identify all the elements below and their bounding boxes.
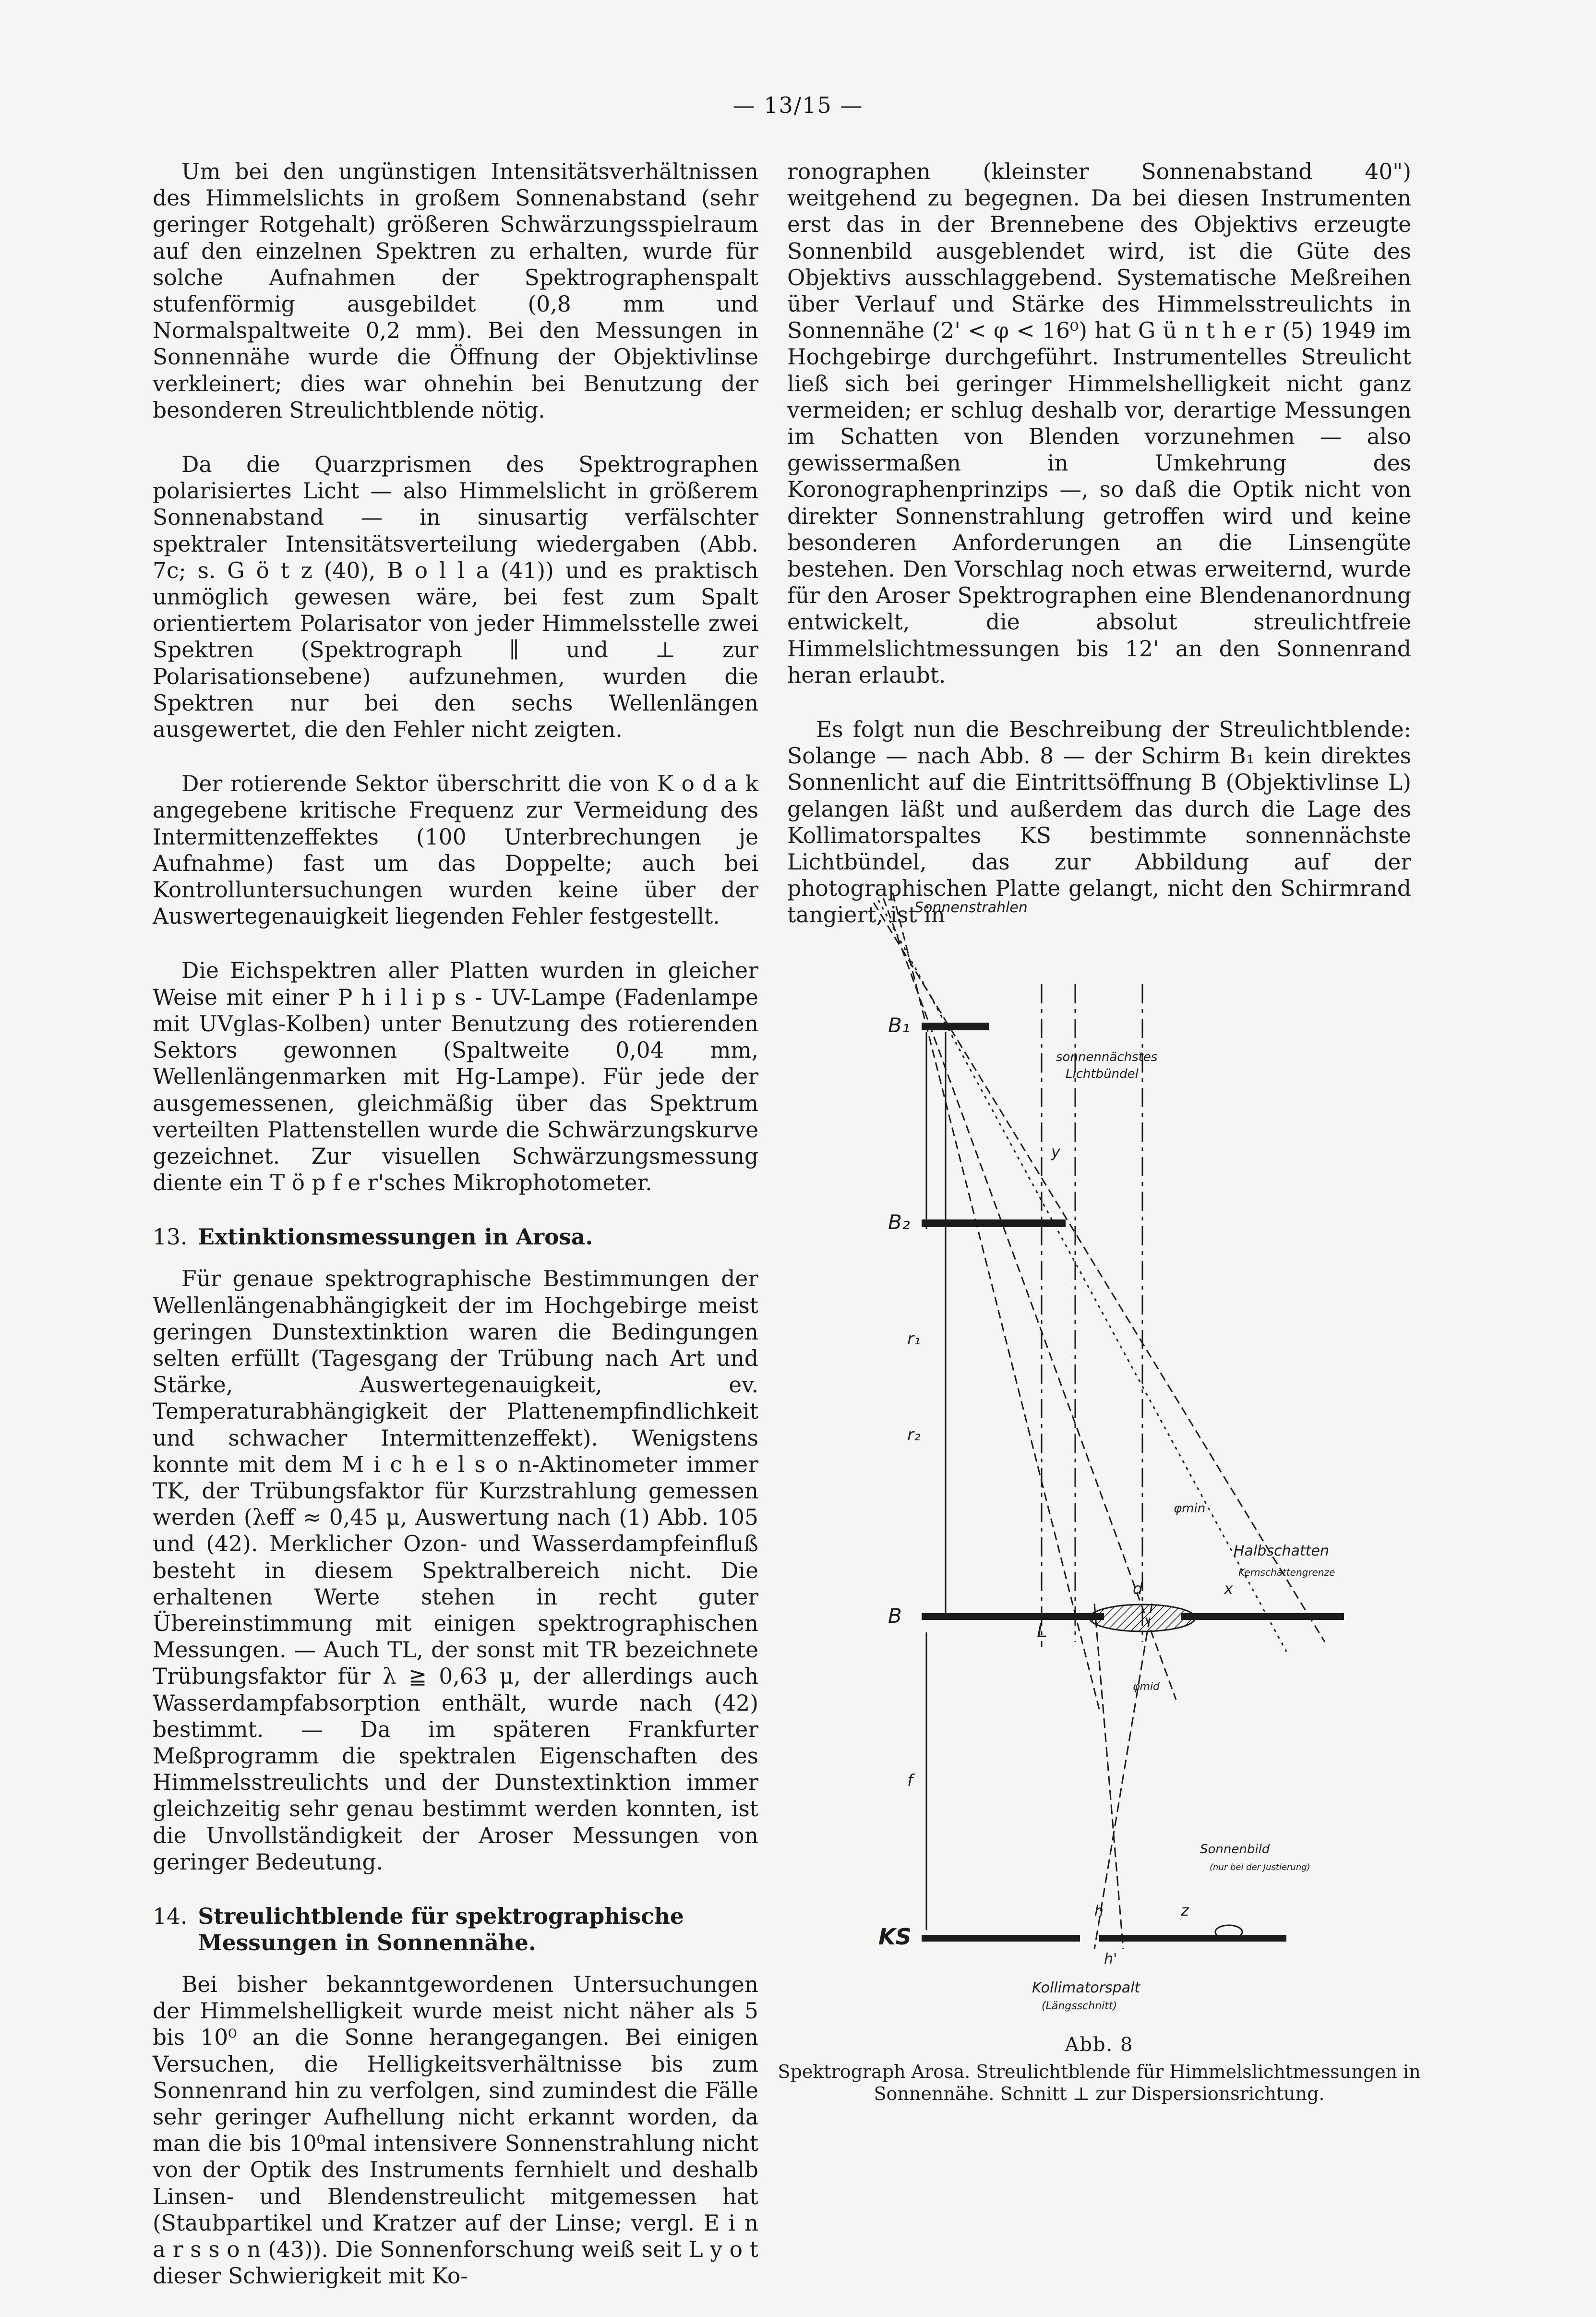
label-b1: B₁ xyxy=(888,1014,910,1037)
label-b2: B₂ xyxy=(888,1210,910,1234)
section-number: 14. xyxy=(153,1903,188,1929)
paragraph: Für genaue spektrographische Bestimmungen der Wellenlängenabhängigkeit der im Hochgebirge meist geringen Dunstextinktion waren die Bedingungen selten erfüllt (Tagesgang der Trübung nach Art und Stärke, Auswertegenauigkeit, ev. Temperaturabhängigkeit der Plattenempfindlichkeit und schwacher Intermittenzeffekt). Wenigstens konnte mit dem M i c h e l s o n-Aktinometer immer TK, der Trübungsfaktor für Kurzstrahlung gemessen werden (λeff ≈ 0,45 μ, Auswertung nach (1) Abb. 105 und (42). Merklicher Ozon- und Wasserdampfeinfluß besteht in diesem Spektralbereich nicht. Die erhaltenen Werte stehen in recht guter Übereinstimmung mit einigen spektrographischen Messungen. — Auch TL, der sonst mit TR bezeichnete Trübungsfaktor für λ ≧ 0,63 μ, der allerdings auch Wasserdampfabsorption enthält, wurde nach (42) bestimmt. — Da im späteren Frankfurter Meßprogramm die spektralen Eigenschaften des Himmelsstreulichts und der Dunstextinktion immer gleichzeitig sehr genau bestimmt werden konnten, ist die Unvollständigkeit der Aroser Messungen von geringer Bedeutung. xyxy=(153,1266,758,1875)
paragraph: Da die Quarzprismen des Spektrographen polarisiertes Licht — also Himmelslicht in größerem Sonnenabstand — in sinusartig verfälschter spektraler Intensitätsverteilung wiedergaben (Abb. 7c; s. G ö t z (40), B o l l a (41)) und es praktisch unmöglich gewesen wäre, bei fest zum Spalt orientiertem Polarisator von jeder Himmelsstelle zwei Spektren (Spektrograph ∥ und ⊥ zur Polarisationsebene) aufzunehmen, wurden die Spektren nur bei den sechs Wellenlängen ausgewertet, die den Fehler nicht zeigten. xyxy=(153,452,758,743)
right-column xyxy=(787,158,1411,956)
label-halbschatten: Halbschatten xyxy=(1234,1543,1329,1559)
optics-diagram xyxy=(845,874,1373,2016)
label-y: y xyxy=(1051,1143,1060,1161)
section-heading-13 xyxy=(153,1224,758,1250)
label-l: L xyxy=(1037,1620,1048,1642)
paragraph: Um bei den ungünstigen Intensitätsverhältnissen des Himmelslichts in großem Sonnenabstand (sehr geringer Rotgehalt) größeren Schwärzungsspielraum auf den einzelnen Spektren zu erhalten, wurde für solche Aufnahmen der Spektrographenspalt stufenförmig ausgebildet (0,8 mm und Normalspaltweite 0,2 mm). Bei den Messungen in Sonnennähe wurde die Öffnung der Objektivlinse verkleinert; dies war ohnehin bei Benutzung der besonderen Streulichtblende nötig. xyxy=(153,159,758,423)
screen-b1 xyxy=(922,1023,989,1030)
left-column xyxy=(153,158,758,2317)
label-kollimatorspalt: Kollimatorspalt xyxy=(1032,1979,1140,1996)
sun-ray xyxy=(893,893,1099,1709)
figure-caption-label: Abb. 8 xyxy=(1065,2034,1134,2056)
screen-b-right xyxy=(1181,1613,1344,1620)
paragraph: Die Eichspektren aller Platten wurden in gleicher Weise mit einer P h i l i p s - UV-Lampe (Fadenlampe mit UVglas-Kolben) unter Benutzung des rotierenden Sektors gewonnen (Spaltweite 0,04 mm, Wellenlängenmarken mit Hg-Lampe). Für jede der ausgemessenen, gleichmäßig über das Spektrum verteilten Plattenstellen wurde die Schwärzungskurve gezeichnet. Zur visuellen Schwärzungsmessung diente ein T ö p f e r'sches Mikrophotometer. xyxy=(153,958,758,1196)
bundle-line xyxy=(1094,1604,1152,1949)
slit-plate-left xyxy=(922,1935,1080,1942)
label-ks: KS xyxy=(878,1924,912,1950)
lens-l xyxy=(1090,1605,1195,1631)
sun-ray xyxy=(874,903,1325,1642)
slit-plate-right xyxy=(1099,1935,1286,1942)
figure-abb-8 xyxy=(845,874,1373,2016)
paragraph: ronographen (kleinster Sonnenabstand 40") weitgehend zu begegnen. Da bei diesen Instrumenten erst das in der Brennebene des Objektivs erzeugte Sonnenbild ausgeblendet wird, ist die Güte des Objektivs ausschlaggebend. Systematische Meßreihen über Verlauf und Stärke des Himmelsstreulichts in Sonnennähe (2' < φ < 16⁰) hat G ü n t h e r (5) 1949 im Hochgebirge durchgeführt. Instrumentelles Streulicht ließ sich bei geringer Himmelshelligkeit nicht ganz vermeiden; er schlug deshalb vor, derartige Messungen im Schatten von Blenden vorzunehmen — also gewissermaßen in Umkehrung des Koronographenprinzips —, so daß die Optik nicht von direkter Sonnenstrahlung getroffen wird und keine besonderen Anforderungen an die Linsengüte bestehen. Den Vorschlag noch etwas erweiternd, wurde für den Aroser Spektrographen eine Blendenanordnung entwickelt, die absolut streulichtfreie Himmelslichtmessungen bis 12' an den Sonnenrand heran erlaubt. xyxy=(787,159,1411,688)
label-sonnenbild-note: (nur bei der Justierung) xyxy=(1210,1862,1310,1872)
paragraph: Bei bisher bekanntgewordenen Untersuchungen der Himmelshelligkeit wurde meist nicht näher als 5 bis 10⁰ an die Sonne herangegangen. Bei einigen Versuchen, die Helligkeitsverhältnisse bis zum Sonnenrand hin zu verfolgen, sind zumindest die Fälle sehr geringer Aufhellung nicht erkannt worden, da man die bis 10⁰mal intensivere Sonnenstrahlung nicht von der Optik des Instruments fernhielt und deshalb Linsen- und Blendenstreulicht mitgemessen hat (Staubpartikel und Kratzer auf der Linse; vergl. E i n a r s s o n (43)). Die Sonnenforschung weiß seit L y o t dieser Schwierigkeit mit Ko- xyxy=(153,1971,758,2289)
page-number: — 13/15 — xyxy=(732,92,864,118)
label-f: f xyxy=(907,1771,913,1790)
section-title: Streulichtblende für spektrographische Messungen in Sonnennähe. xyxy=(198,1903,684,1955)
screen-b-left xyxy=(922,1613,1104,1620)
paragraph: Es folgt nun die Beschreibung der Streulichtblende: Solange — nach Abb. 8 — der Schirm B₁ kein direktes Sonnenlicht auf die Eintrittsöffnung B (Objektivlinse L) gelangen läßt und außerdem das durch die Lage des Kollimatorspaltes KS bestimmte sonnennächste Lichtbündel, das zur Abbildung auf der photographischen Platte gelangt, nicht den Schirmrand tangiert, ist in xyxy=(787,717,1411,928)
bundle-line xyxy=(1094,1604,1123,1949)
section-title: Extinktionsmessungen in Arosa. xyxy=(198,1224,593,1250)
screen-b2 xyxy=(922,1219,1066,1227)
label-lichtbuendel: sonnennächstes xyxy=(1056,1050,1158,1064)
label-kernschatten: Kernschattengrenze xyxy=(1238,1567,1335,1578)
label-d: d xyxy=(1133,1580,1143,1598)
section-number: 13. xyxy=(153,1224,188,1250)
label-h: h xyxy=(1094,1903,1104,1919)
label-b: B xyxy=(888,1604,902,1628)
label-r2: r₂ xyxy=(907,1425,921,1445)
label-sonnenstrahlen: Sonnenstrahlen xyxy=(914,899,1028,916)
paragraph: Der rotierende Sektor überschritt die von K o d a k angegebene kritische Frequenz zur Vermeidung des Intermittenzeffektes (100 Unterbrechungen je Aufnahme) fast um das Doppelte; auch bei Kontrolluntersuchungen wurden keine über der Auswertegenauigkeit liegenden Fehler festgestellt. xyxy=(153,771,758,929)
figure-caption: Spektrograph Arosa. Streulichtblende für Himmelslichtmessungen in Sonnennähe. Schnitt ⊥ zur Dispersionsrichtung. xyxy=(778,2061,1421,2104)
label-r1: r₁ xyxy=(907,1329,921,1349)
label-laengsschnitt: (Längsschnitt) xyxy=(1042,2000,1117,2012)
label-phi-mid: φmid xyxy=(1133,1681,1160,1693)
label-h-prime: h' xyxy=(1104,1951,1117,1967)
sun-ray xyxy=(878,900,1286,1652)
label-z: z xyxy=(1181,1901,1189,1919)
section-heading-14 xyxy=(153,1903,758,1956)
label-lichtbuendel: Lichtbündel xyxy=(1066,1067,1139,1081)
label-phi-min: φmin xyxy=(1174,1501,1206,1516)
label-x: x xyxy=(1224,1580,1233,1598)
label-sonnenbild: Sonnenbild xyxy=(1200,1842,1270,1857)
sun-ray xyxy=(883,898,1176,1700)
